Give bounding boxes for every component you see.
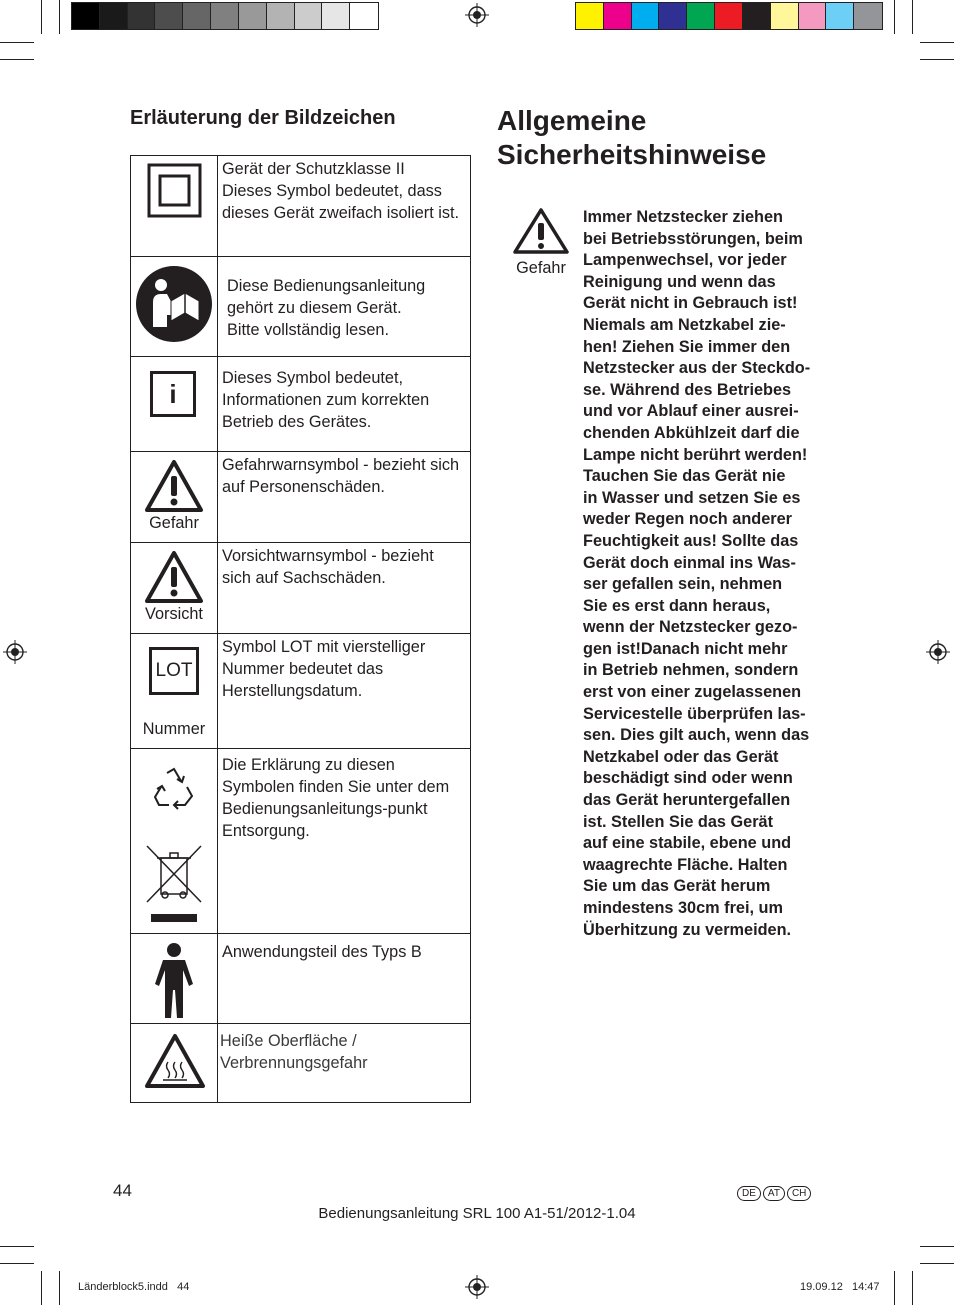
color-swatch	[576, 3, 604, 29]
symbol-description: Gefahrwarnsymbol - bezieht sich auf Personenschäden.	[218, 452, 471, 543]
color-bar	[575, 2, 883, 30]
warning-line: weder Regen noch anderer	[583, 510, 793, 529]
color-swatch	[659, 3, 687, 29]
warning-line: ser gefallen sein, nehmen	[583, 575, 783, 594]
color-swatch	[155, 3, 183, 29]
symbols-table	[130, 155, 471, 1103]
color-swatch	[183, 3, 211, 29]
page-number: 44	[113, 1181, 132, 1200]
warning-line: Sie um das Gerät herum	[583, 877, 771, 896]
warning-line: Feuchtigkeit aus! Sollte das	[583, 531, 799, 550]
color-swatch	[350, 3, 378, 29]
symbol-description: Vorsichtwarnsymbol - bezieht sich auf Sachschäden.	[218, 543, 471, 634]
warning-line: wenn der Netzstecker gezo-	[583, 618, 798, 637]
lot-caption: Nummer	[142, 720, 206, 738]
table-row	[131, 543, 471, 634]
warning-line: Servicestelle überprüfen las-	[583, 704, 806, 723]
country-badge: CH	[787, 1186, 811, 1201]
color-swatch	[743, 3, 771, 29]
country-badge: DE	[737, 1186, 761, 1201]
color-swatch	[771, 3, 799, 29]
country-badges	[737, 1183, 813, 1201]
warning-line: ist. Stellen Sie das Gerät	[583, 812, 774, 831]
body-type-b-icon	[145, 942, 203, 1020]
print-file-info: Länderblock5.indd 44	[78, 1281, 190, 1293]
read-manual-icon	[131, 257, 217, 351]
print-timestamp: 19.09.12 14:47	[800, 1281, 880, 1293]
table-row	[131, 934, 471, 1024]
warning-line: Tauchen Sie das Gerät nie	[583, 467, 786, 486]
registration-mark-icon	[926, 640, 950, 664]
warning-line: auf eine stabile, ebene und	[583, 834, 792, 853]
warning-line: chenden Abkühlzeit darf die	[583, 423, 800, 442]
warning-line: waagrechte Fläche. Halten	[583, 855, 788, 874]
registration-mark-icon	[3, 640, 27, 664]
color-swatch	[295, 3, 323, 29]
danger-warning-icon	[143, 458, 205, 514]
warning-line: se. Während des Betriebes	[583, 380, 792, 399]
table-row	[131, 749, 471, 934]
table-row	[131, 634, 471, 749]
info-icon: i	[150, 371, 196, 417]
weee-bin-icon	[143, 844, 205, 928]
warning-line: in Betrieb nehmen, sondern	[583, 661, 799, 680]
warning-line: Reinigung und wenn das	[583, 272, 776, 291]
symbol-description: Symbol LOT mit vierstelliger Nummer bedeutet das Herstellungsdatum.	[218, 634, 471, 749]
warning-line: das Gerät heruntergefallen	[583, 791, 791, 810]
symbol-description: Gerät der Schutzklasse II Dieses Symbol bedeutet, dass dieses Gerät zweifach isoliert ist.	[218, 156, 471, 257]
lot-icon: LOT	[149, 647, 199, 695]
symbols-heading: Erläuterung der Bildzeichen	[130, 107, 396, 129]
warning-line: mindestens 30cm frei, um	[583, 899, 783, 917]
warning-line: und vor Ablauf einer ausrei-	[583, 402, 799, 421]
color-swatch	[854, 3, 882, 29]
symbol-description: Die Erklärung zu diesen Symbolen finden Sie unter dem Bedienungsanleitungs-punkt Entsorgung.	[218, 749, 471, 934]
country-badge: AT	[763, 1186, 785, 1201]
color-swatch	[799, 3, 827, 29]
danger-caption: Gefahr	[149, 514, 199, 532]
warning-line: hen! Ziehen Sie immer den	[583, 337, 791, 356]
warning-line: Gerät nicht in Gebrauch ist!	[583, 294, 798, 313]
document-reference: Bedienungsanleitung SRL 100 A1-51/2012-1.04	[318, 1205, 636, 1222]
table-row	[131, 1024, 471, 1103]
table-row	[131, 357, 471, 452]
color-swatch	[632, 3, 660, 29]
warning-line: Sie es erst dann heraus,	[583, 596, 771, 615]
color-swatch	[687, 3, 715, 29]
grayscale-bar	[71, 2, 379, 30]
color-swatch	[267, 3, 295, 29]
hot-surface-icon	[143, 1032, 207, 1090]
color-swatch	[322, 3, 350, 29]
warning-line: Netzstecker aus der Steckdo-	[583, 359, 811, 378]
warning-line: Überhitzung zu vermeiden.	[583, 920, 792, 939]
color-swatch	[211, 3, 239, 29]
table-row	[131, 156, 471, 257]
symbol-description: Heiße Oberfläche / Verbrennungsgefahr	[218, 1024, 471, 1103]
warning-line: Immer Netzstecker ziehen	[583, 208, 783, 226]
table-row	[131, 257, 471, 357]
color-swatch	[72, 3, 100, 29]
symbol-description: Diese Bedienungsanleitung gehört zu diesem Gerät. Bitte vollständig lesen.	[218, 257, 471, 357]
registration-mark-icon	[465, 3, 489, 27]
caution-caption: Vorsicht	[145, 605, 203, 623]
warning-line: gen ist!Danach nicht mehr	[583, 639, 788, 658]
warning-line: sen. Dies gilt auch, wenn das	[583, 726, 810, 745]
warning-line: Netzkabel oder das Gerät	[583, 747, 779, 766]
warning-line: Lampe nicht berührt werden!	[583, 445, 808, 464]
warning-line: Niemals am Netzkabel zie-	[583, 315, 786, 334]
warning-line: Gerät doch einmal ins Was-	[583, 553, 796, 572]
caution-warning-icon	[143, 549, 205, 605]
class-ii-icon	[131, 156, 217, 251]
safety-heading: Allgemeine Sicherheitshinweise	[497, 105, 767, 170]
color-swatch	[715, 3, 743, 29]
warning-line: bei Betriebsstörungen, beim	[583, 229, 803, 248]
danger-warning-icon	[511, 207, 571, 255]
danger-caption: Gefahr	[516, 259, 566, 277]
color-swatch	[100, 3, 128, 29]
warning-line: in Wasser und setzen Sie es	[583, 488, 801, 507]
registration-mark-icon	[465, 1275, 489, 1299]
color-swatch	[826, 3, 854, 29]
table-row	[131, 452, 471, 543]
color-swatch	[128, 3, 156, 29]
symbol-description: Dieses Symbol bedeutet, Informationen zum korrekten Betrieb des Gerätes.	[218, 357, 471, 452]
recycling-icon	[151, 765, 197, 811]
color-swatch	[239, 3, 267, 29]
warning-line: Lampenwechsel, vor jeder	[583, 251, 787, 270]
color-swatch	[604, 3, 632, 29]
symbol-description: Anwendungsteil des Typs B	[218, 934, 471, 1024]
safety-warning-text	[583, 207, 843, 941]
warning-line: erst von einer zugelassenen	[583, 683, 802, 702]
warning-line: beschädigt sind oder wenn	[583, 769, 793, 788]
